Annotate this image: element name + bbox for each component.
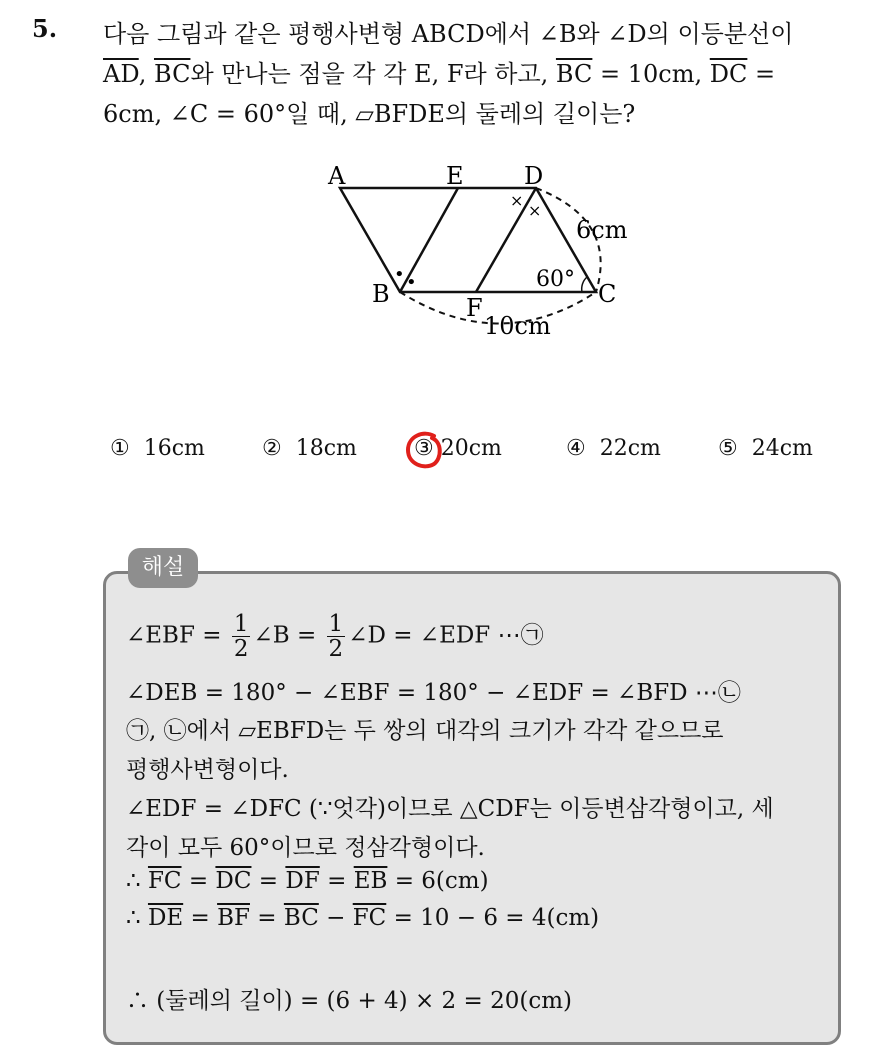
label-f: F: [466, 294, 483, 322]
answer-choices: [110, 436, 830, 468]
math-text: = 10 − 6 = 4(cm): [386, 905, 600, 931]
choice-text: 18cm: [295, 436, 357, 461]
fraction-half: [327, 612, 346, 661]
explanation-line-3: ㉠, ㉡에서 ▱EBFD는 두 쌍의 대각의 크기가 각각 같으므로: [126, 718, 724, 744]
explanation-line-1: [126, 612, 544, 661]
choice-text: 16cm: [143, 436, 205, 461]
math-text: =: [251, 868, 286, 894]
explanation-line-7: [126, 868, 489, 894]
math-text: =: [183, 905, 218, 931]
side-label-dc: 6cm: [576, 216, 628, 244]
segment-fd: [476, 188, 536, 292]
segment-ad: $\overline{AD}$: [103, 60, 139, 88]
question-number: 5.: [32, 14, 58, 43]
math-text: ∠D = ∠EDF ⋯㉠: [348, 622, 544, 649]
question-text-part: 와 만나는 점을 각 각 E, F라 하고,: [190, 60, 556, 88]
choice-text: 20cm: [440, 436, 502, 461]
question-text-part: =: [747, 60, 776, 88]
explanation-line-4: 평행사변형이다.: [126, 757, 289, 783]
math-text: =: [319, 868, 354, 894]
angle-mark-x: ×: [510, 191, 524, 210]
explanation-line-8: [126, 905, 599, 931]
angle-arc-c: [582, 277, 587, 292]
fraction-numerator: 1: [233, 611, 249, 637]
therefore-symbol: ∴: [126, 868, 148, 894]
fraction-denominator: 2: [233, 636, 249, 662]
explanation-title: 해설: [128, 548, 198, 588]
selected-answer-circle-icon: [404, 428, 444, 472]
label-c: C: [598, 280, 617, 308]
math-text: ∠B =: [253, 622, 324, 649]
fraction-denominator: 2: [328, 636, 344, 662]
segment-fc: $\overline{FC}$: [352, 905, 387, 931]
math-text: =: [249, 905, 284, 931]
choice-text: 22cm: [599, 436, 661, 461]
segment-dc: $\overline{DC}$: [709, 60, 748, 88]
label-a: A: [328, 162, 346, 190]
choice-number: ③: [414, 436, 434, 461]
segment-eb: $\overline{EB}$: [353, 868, 388, 894]
question-line-3: 6cm, ∠C = 60°일 때, ▱BFDE의 둘레의 길이는?: [103, 100, 636, 128]
explanation-line-5: ∠EDF = ∠DFC (∵엇각)이므로 △CDF는 이등변삼각형이고, 세: [126, 796, 774, 822]
explanation-line-2: ∠DEB = 180° − ∠EBF = 180° − ∠EDF = ∠BFD ⋯㉡: [126, 680, 741, 706]
math-text: ∠EBF =: [126, 622, 229, 649]
segment-bc: $\overline{BC}$: [153, 60, 191, 88]
therefore-symbol: ∴: [126, 905, 148, 931]
choice-number: ④: [566, 436, 586, 461]
choice-text: 24cm: [751, 436, 813, 461]
explanation-line-9: ∴ (둘레의 길이) = (6 + 4) × 2 = 20(cm): [126, 988, 572, 1014]
segment-bf: $\overline{BF}$: [217, 905, 250, 931]
angle-mark-dot: •: [394, 264, 405, 285]
label-d: D: [524, 162, 544, 190]
choice-number: ①: [110, 436, 130, 461]
segment-df: $\overline{DF}$: [285, 868, 320, 894]
choice-2[interactable]: [262, 436, 357, 461]
math-text: =: [181, 868, 216, 894]
choice-4[interactable]: [566, 436, 661, 461]
question-line-2: [103, 54, 863, 94]
explanation-line-6: 각이 모두 60°이므로 정삼각형이다.: [126, 835, 485, 861]
question-text: [103, 14, 863, 134]
question-line-1: 다음 그림과 같은 평행사변형 ABCD에서 ∠B와 ∠D의 이등분선이: [103, 20, 794, 48]
choice-5[interactable]: [718, 436, 813, 461]
segment-de: $\overline{DE}$: [147, 905, 184, 931]
parallelogram-figure: [300, 150, 660, 350]
question-text-part: = 10cm,: [592, 60, 710, 88]
fraction-half: [232, 612, 251, 661]
angle-label-c: 60°: [536, 267, 575, 292]
math-text: −: [318, 905, 353, 931]
segment-bc: $\overline{BC}$: [283, 905, 319, 931]
choice-number: ⑤: [718, 436, 738, 461]
side-label-bc: 10cm: [484, 312, 551, 340]
math-text: = 6(cm): [387, 868, 489, 894]
choice-1[interactable]: [110, 436, 205, 461]
label-b: B: [372, 280, 390, 308]
choice-number: ②: [262, 436, 282, 461]
angle-mark-dot: •: [406, 272, 417, 293]
segment-dc: $\overline{DC}$: [215, 868, 252, 894]
fraction-numerator: 1: [328, 611, 344, 637]
segment-fc: $\overline{FC}$: [147, 868, 182, 894]
label-e: E: [446, 162, 464, 190]
segment-bc-2: $\overline{BC}$: [555, 60, 593, 88]
angle-mark-x: ×: [528, 201, 542, 220]
question-text-part: ,: [138, 60, 154, 88]
